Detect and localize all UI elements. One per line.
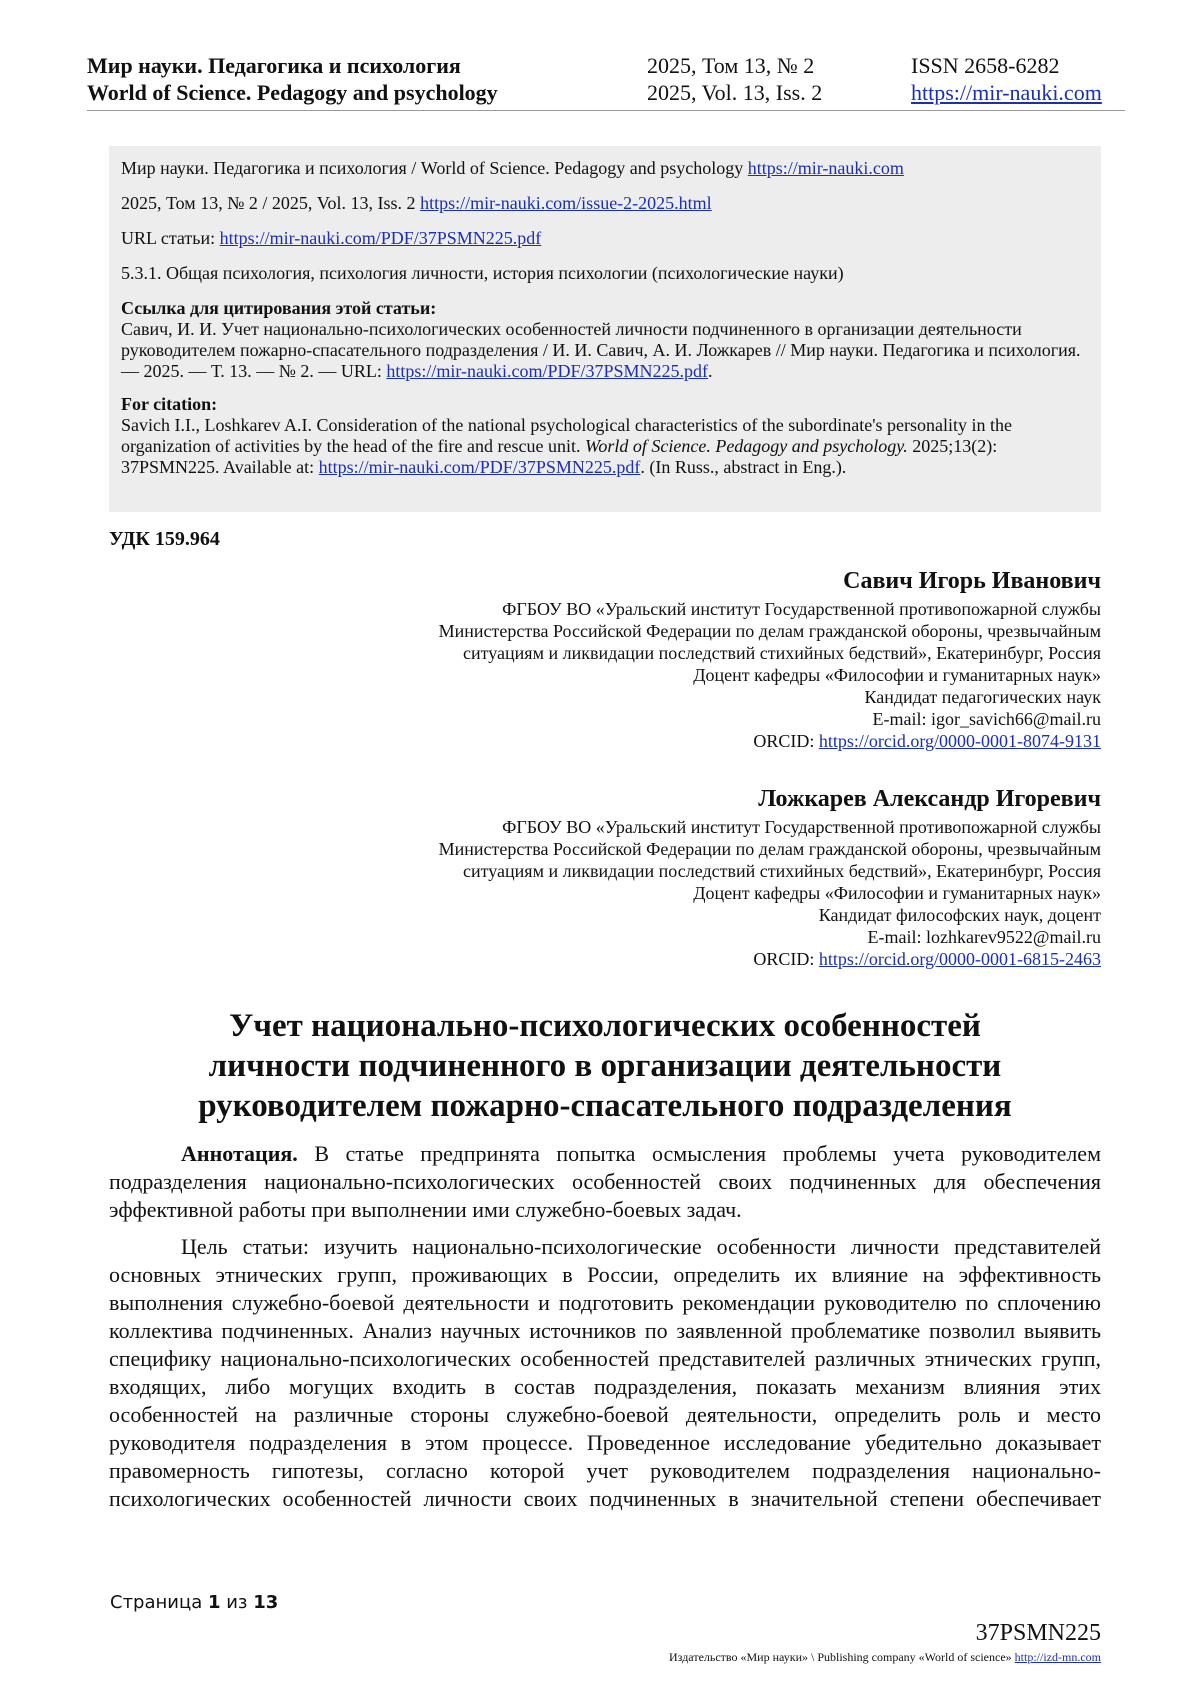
meta-journal-link[interactable]: https://mir-nauki.com xyxy=(747,158,904,178)
author-block: Ложкарев Александр Игоревич ФГБОУ ВО «Уральский институт Государственной противопожарной службы Министерства Российской Федерации по делам гражданской обороны, чрезвычайным ситуациям и ликвидации последствий стихийных бедствий», Екатеринбург, Россия Доцент кафедры «Философии и гуманитарных наук» Кандидат философских наук, доцент E-mail: lozhkarev9522@mail.ru ORCID: https://orcid.org/0000-0001-6815-2463 xyxy=(201,784,1101,970)
cite-ru-heading: Ссылка для цитирования этой статьи: xyxy=(121,298,437,318)
running-header xyxy=(87,52,1125,111)
publisher-line: Издательство «Мир науки» \ Publishing company «World of science» http://izd-mn.com xyxy=(669,1650,1101,1664)
article-title: Учет национально-психологических особенностей личности подчиненного в организации деятельности руководителем пожарно-спасательного подразделения xyxy=(198,1008,1012,1124)
publisher-link[interactable]: http://izd-mn.com xyxy=(1014,1650,1101,1664)
abstract-label: Аннотация. xyxy=(181,1141,298,1166)
meta-issue-link[interactable]: https://mir-nauki.com/issue-2-2025.html xyxy=(420,193,712,213)
udk-code: УДК 159.964 xyxy=(109,528,220,550)
meta-issue-line: 2025, Том 13, № 2 / 2025, Vol. 13, Iss. 2 https://mir-nauki.com/issue-2-2025.html xyxy=(121,193,712,213)
page-number: Страница 1 из 13 xyxy=(110,1592,279,1613)
site-link[interactable]: https://mir-nauki.com xyxy=(911,80,1102,105)
meta-journal-line: Мир науки. Педагогика и психология / World of Science. Pedagogy and psychology https://mir-nauki.com xyxy=(121,158,904,178)
meta-article-link[interactable]: https://mir-nauki.com/PDF/37PSMN225.pdf xyxy=(219,228,542,248)
author-block: Савич Игорь Иванович ФГБОУ ВО «Уральский институт Государственной противопожарной службы Министерства Российской Федерации по делам гражданской обороны, чрезвычайным ситуациям и ликвидации последствий стихийных бедствий», Екатеринбург, Россия Доцент кафедры «Философии и гуманитарных наук» Кандидат педагогических наук E-mail: igor_savich66@mail.ru ORCID: https://orcid.org/0000-0001-8074-9131 xyxy=(201,566,1101,752)
cite-ru-link[interactable]: https://mir-nauki.com/PDF/37PSMN225.pdf xyxy=(386,361,709,381)
author-email: E-mail: lozhkarev9522@mail.ru xyxy=(867,927,1101,947)
meta-specialty-line: 5.3.1. Общая психология, психология личности, история психологии (психологические науки) xyxy=(121,263,844,283)
meta-url-line: URL статьи: https://mir-nauki.com/PDF/37PSMN225.pdf xyxy=(121,228,542,248)
orcid-link[interactable]: https://orcid.org/0000-0001-8074-9131 xyxy=(818,731,1101,751)
cite-en-heading: For citation: xyxy=(121,394,218,414)
author-name: Ложкарев Александр Игоревич xyxy=(758,786,1101,812)
abstract xyxy=(109,1140,1101,1522)
cite-ru-text: Савич, И. И. Учет национально-психологических особенностей личности подчиненного в организации деятельности руководителем пожарно-спасательного подразделения / И. И. Савич, А. И. Ложкарев // Мир науки. Педагогика и психология. — 2025. — Т. 13. — № 2. — URL: https://mir-nauki.com/PDF/37PSMN225.pdf. xyxy=(121,319,1081,381)
issn-block: ISSN 2658-6282 https://mir-nauki.com xyxy=(911,53,1102,105)
article-code: 37PSMN225 xyxy=(975,1620,1101,1646)
issue-info: 2025, Том 13, № 2 2025, Vol. 13, Iss. 2 xyxy=(647,53,823,105)
author-name: Савич Игорь Иванович xyxy=(843,568,1101,594)
abstract-paragraph: Цель статьи: изучить национально-психологические особенности личности представителей основных этнических групп, проживающих в России, определить их влияние на эффективность выполнения служебно-боевой деятельности и подготовить рекомендации руководителю по сплочению коллектива подчиненных. Анализ научных источников по заявленной проблематике позволил выявить специфику национально-психологических особенностей представителей различных этнических групп, входящих, либо могущих входить в состав подразделения, показать механизм влияния этих особенностей на различные стороны служебно-боевой деятельности, определить роль и место руководителя подразделения в этом процессе. Проведенное исследование убедительно доказывает правомерность гипотезы, согласно которой учет руководителем подразделения национально-психологических особенностей личности своих подчиненных в значительной степени обеспечивает xyxy=(109,1234,1101,1511)
cite-en-text: Savich I.I., Loshkarev A.I. Consideration of the national psychological characteristics of the subordinate's personality in the organization of activities by the head of the fire and rescue unit. World of Science. Pedagogy and psychology. 2025;13(2): 37PSMN225. Available at: https://mir-nauki.com/PDF/37PSMN225.pdf. (In Russ., abstract in Eng.). xyxy=(121,415,1012,477)
article-meta-box xyxy=(109,146,1101,512)
cite-en-link[interactable]: https://mir-nauki.com/PDF/37PSMN225.pdf xyxy=(318,457,641,477)
orcid-link[interactable]: https://orcid.org/0000-0001-6815-2463 xyxy=(818,949,1101,969)
abstract-paragraph: Аннотация. В статье предпринята попытка осмысления проблемы учета руководителем подразделения национально-психологических особенностей своих подчиненных для обеспечения эффективной работы при выполнении ими служебно-боевых задач. xyxy=(109,1141,1101,1222)
journal-name: Мир науки. Педагогика и психология World of Science. Pedagogy and psychology xyxy=(87,53,498,105)
author-email: E-mail: igor_savich66@mail.ru xyxy=(872,709,1101,729)
